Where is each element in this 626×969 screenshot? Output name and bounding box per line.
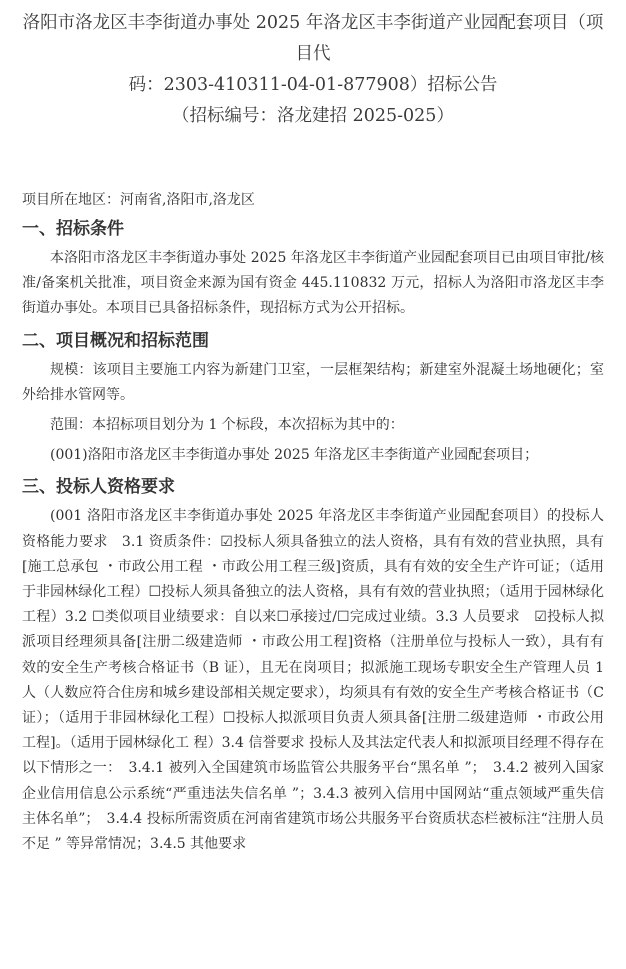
lot-item-paragraph: (001)洛阳市洛龙区丰李街道办事处 2025 年洛龙区丰李街道产业园配套项目； <box>50 447 539 464</box>
section-heading-project-overview: 二、项目概况和招标范围 <box>22 330 209 351</box>
page-title <box>22 8 604 132</box>
title-line-2: 码：2303-410311-04-01-877908）招标公告 <box>128 75 498 95</box>
project-scope-paragraph: 范围：本招标项目划分为 1 个标段，本次招标为其中的： <box>50 417 404 434</box>
section-heading-bid-conditions: 一、招标条件 <box>22 219 124 239</box>
project-region: 项目所在地区：河南省,洛阳市,洛龙区 <box>22 192 255 208</box>
project-scale-paragraph: 规模：该项目主要施工内容为新建门卫室，一层框架结构；新建室外混凝土场地硬化；室外给排水管网等。 <box>22 361 604 403</box>
title-line-1: 洛阳市洛龙区丰李街道办事处 2025 年洛龙区丰李街道产业园配套项目（项目代 <box>22 13 604 64</box>
qualification-paragraph: (001 洛阳市洛龙区丰李街道办事处 2025 年洛龙区丰李街道产业园配套项目）的投标人资格能力要求 3.1 资质条件：☑投标人须具备独立的法人资格，具有有效的营业执照，具有[施工总承包 ・市政公用工程 ・市政公用工程三级]资质，具有有效的安全生产许可证；（适用于非园林绿化工程）☐投标人须具备独立的法人资格，具有有效的营业执照；（适用于园林绿化工程）3.2 ☐类似项目业绩要求：自以来☐承接过/☐完成过业绩。3.3 人员要求 ☑投标人拟派项目经理须具备[注册二级建造师 ・市政公用工程]资格（注册单位与投标人一致），具有有效的安全生产考核合格证书（B 证），且无在岗项目；拟派施工现场专职安全生产管理人员 1 人（人数应符合住房和城乡建设部相关规定要求），均须具有有效的安全生产考核合格证书（C 证）；（适用于非园林绿化工程）☐投标人拟派项目负责人须具备[注册二级建造师 ・市政公用工程]。（适用于园林绿化工 程）3.4 信誉要求 投标人及其法定代表人和拟派项目经理不得存在以下情形之一： 3.4.1 被列入全国建筑市场监管公共服务平台“黑名单 ”； 3.4.2 被列入国家企业信用信息公示系统“严重违法失信名单 ”；3.4.3 被列入信用中国网站“重点领域严重失信主体名单”； 3.4.4 投标所需资质在河南省建筑市场公共服务平台资质状态栏被标注“注册人员不足 ” 等异常情况；3.4.5 其他要求 <box>22 508 604 853</box>
title-line-3: （招标编号：洛龙建招 2025-025） <box>172 106 454 126</box>
section-heading-bidder-qualification: 三、投标人资格要求 <box>22 477 175 498</box>
bid-conditions-paragraph: 本洛阳市洛龙区丰李街道办事处 2025 年洛龙区丰李街道产业园配套项目已由项目审批/核准/备案机关批准，项目资金来源为国有资金 445.110832 万元，招标人为洛阳市洛龙区丰李街道办事处。本项目已具备招标条件，现招标方式为公开招标。 <box>22 250 604 317</box>
